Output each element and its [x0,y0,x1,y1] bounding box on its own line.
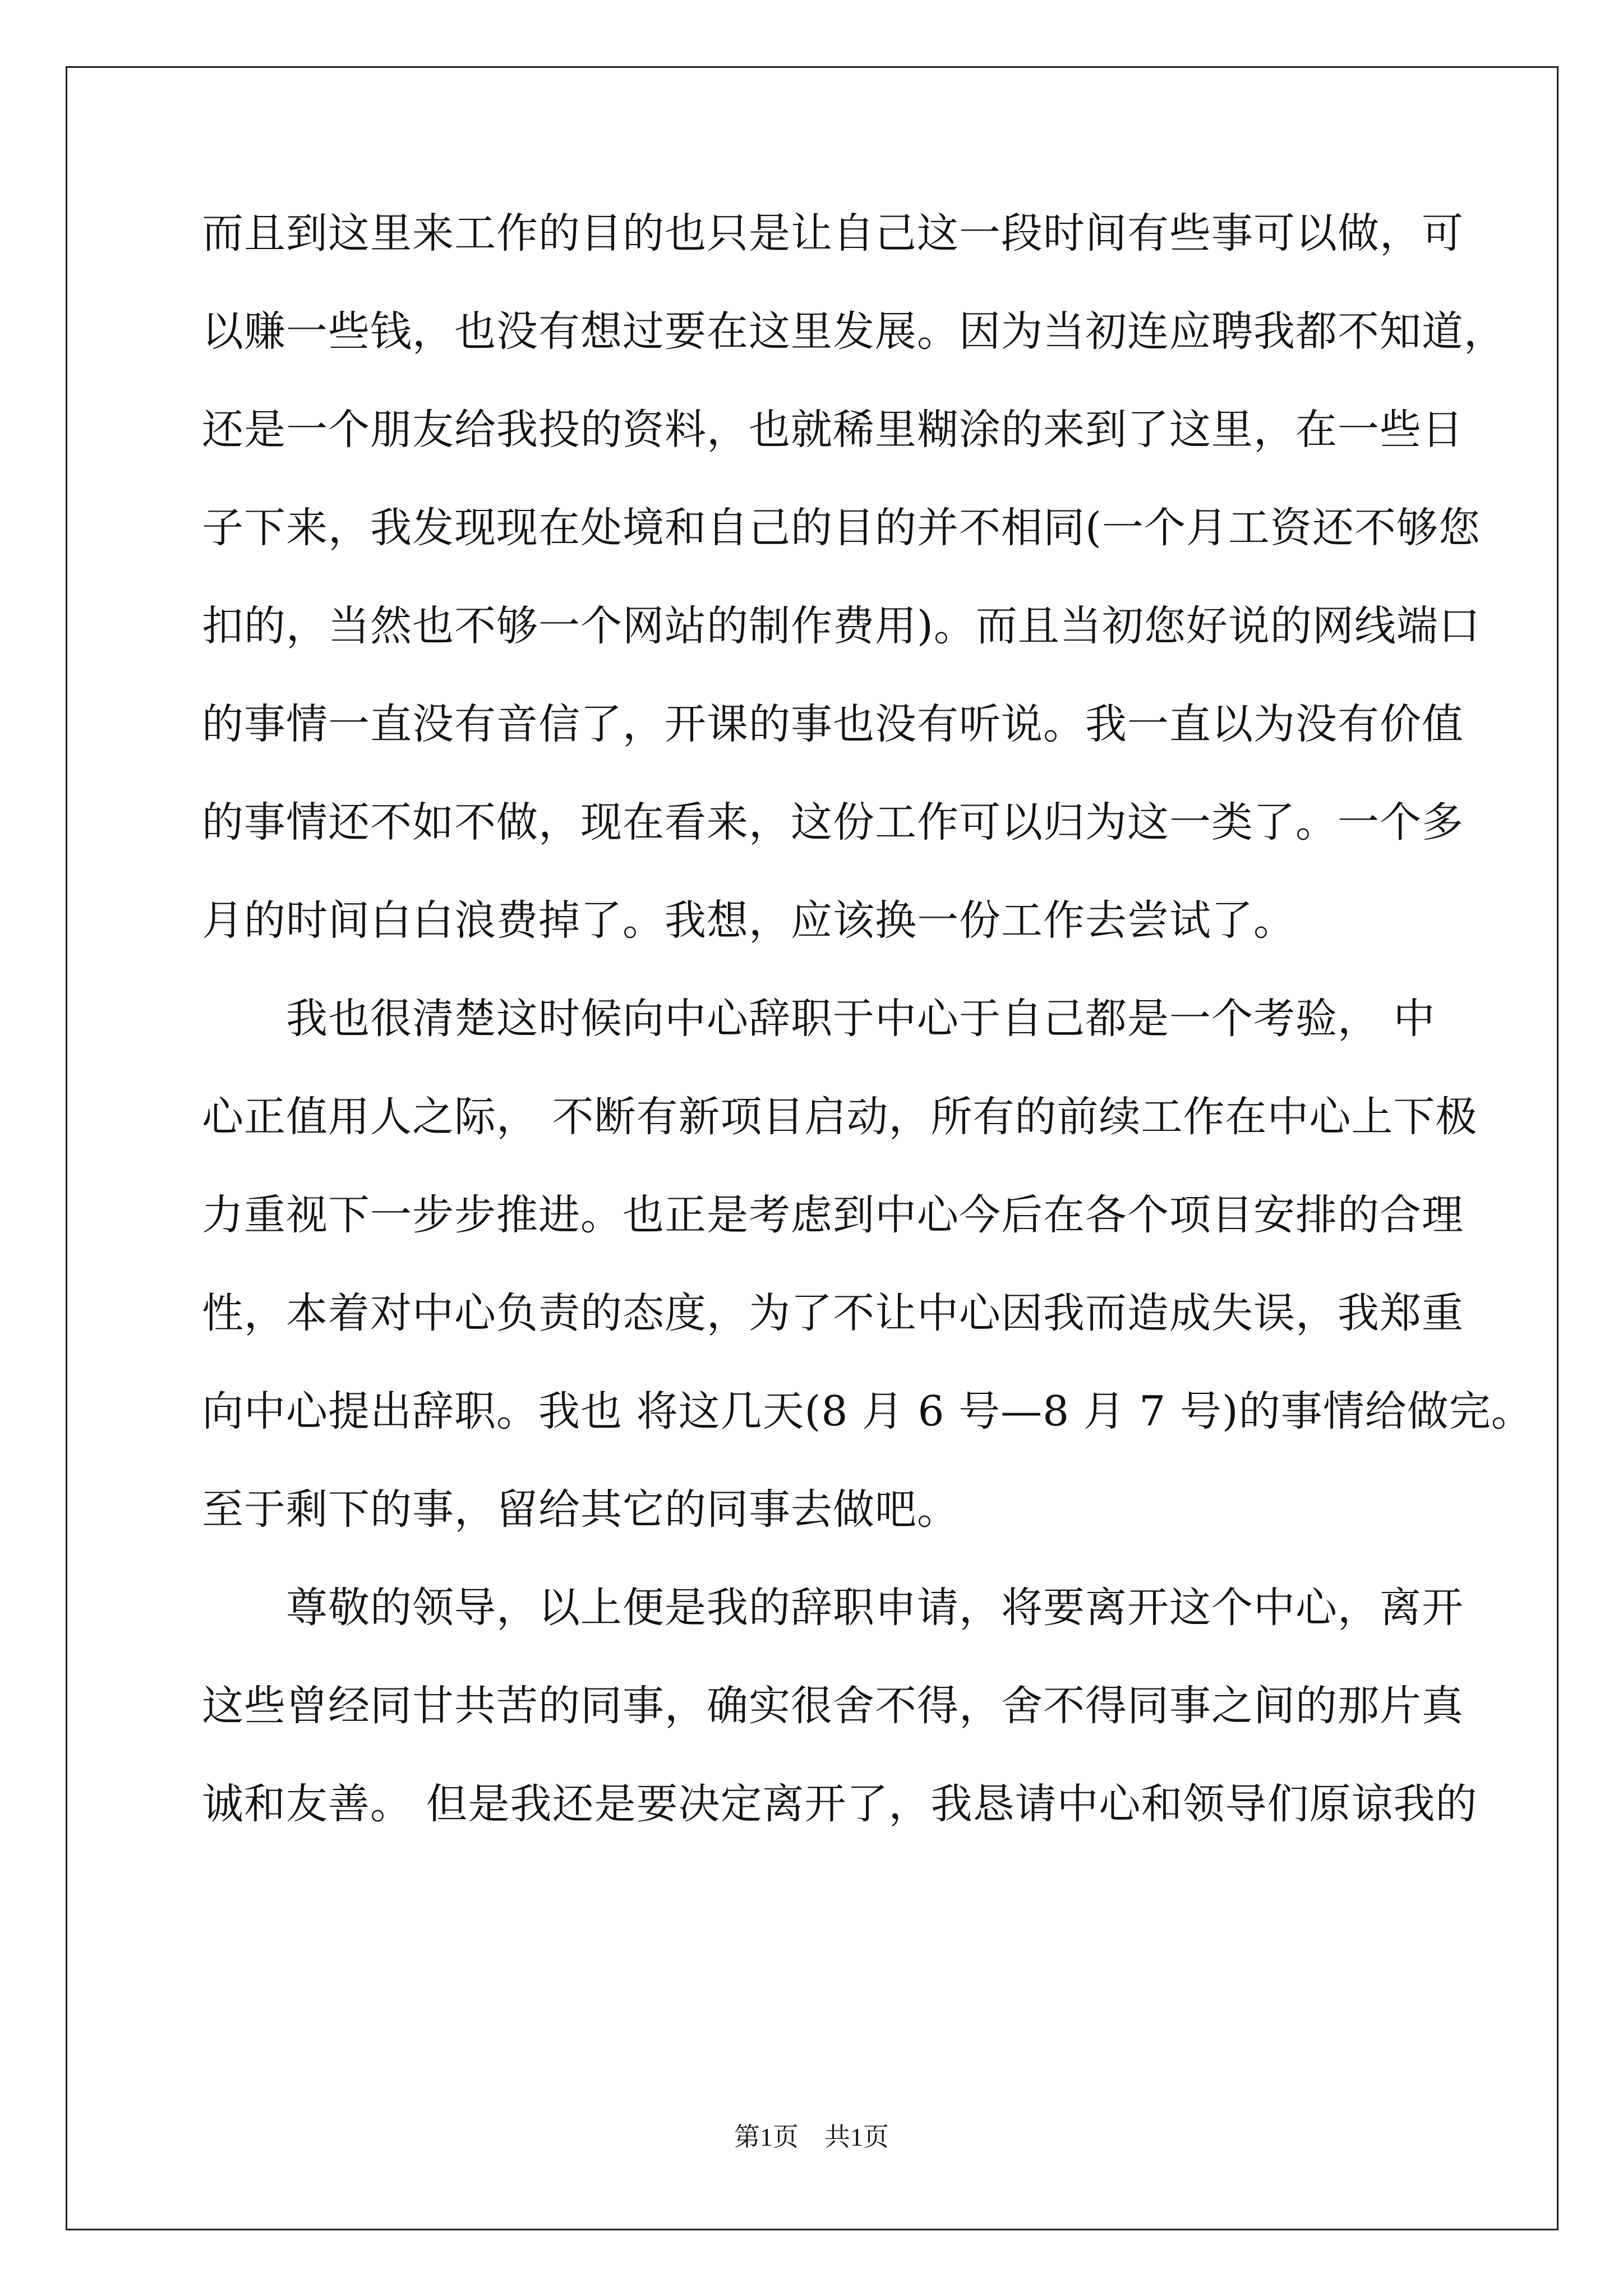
text-line: 以赚一些钱，也没有想过要在这里发展。因为当初连应聘我都不知道， [202,307,1506,356]
text-line: 的事情一直没有音信了，开课的事也没有听说。我一直以为没有价值 [202,700,1464,748]
text-line: 至于剩下的事，留给其它的同事去做吧。 [202,1485,959,1534]
text-line: 这些曾经同甘共苦的同事，确实很舍不得，舍不得同事之间的那片真 [202,1682,1464,1730]
text-line: 月的时间白白浪费掉了。我想，应该换一份工作去尝试了。 [202,896,1295,945]
paragraph-first-line: 尊敬的领导，以上便是我的辞职申请，将要离开这个中心，离开 [286,1584,1464,1632]
text-line: 心正值用人之际， 不断有新项目启动，所有的前续工作在中心上下极 [202,1093,1478,1141]
text-line: 向中心提出辞职。我也 将这几天(8 月 6 号—8 月 7 号)的事情给做完。 [202,1387,1533,1435]
text-line: 扣的，当然也不够一个网站的制作费用)。而且当初您好说的网线端口 [202,602,1481,650]
text-line: 子下来，我发现现在处境和自己的目的并不相同(一个月工资还不够您 [202,504,1481,552]
page-number-footer: 第1页 共1页 [734,2123,889,2151]
text-line: 的事情还不如不做，现在看来，这份工作可以归为这一类了。一个多 [202,798,1464,846]
page-border [66,66,1559,2230]
text-line: 力重视下一步步推进。也正是考虑到中心今后在各个项目安排的合理 [202,1191,1464,1239]
text-line: 还是一个朋友给我投的资料，也就稀里糊涂的来到了这里，在一些日 [202,406,1464,454]
text-line: 性，本着对中心负责的态度，为了不让中心因我而造成失误，我郑重 [202,1289,1464,1337]
text-line: 而且到这里来工作的目的也只是让自己这一段时间有些事可以做，可 [202,209,1464,257]
text-line: 诚和友善。 但是我还是要决定离开了，我恳请中心和领导们原谅我的 [202,1780,1478,1828]
paragraph-first-line: 我也很清楚这时候向中心辞职于中心于自己都是一个考验， 中 [286,995,1436,1043]
